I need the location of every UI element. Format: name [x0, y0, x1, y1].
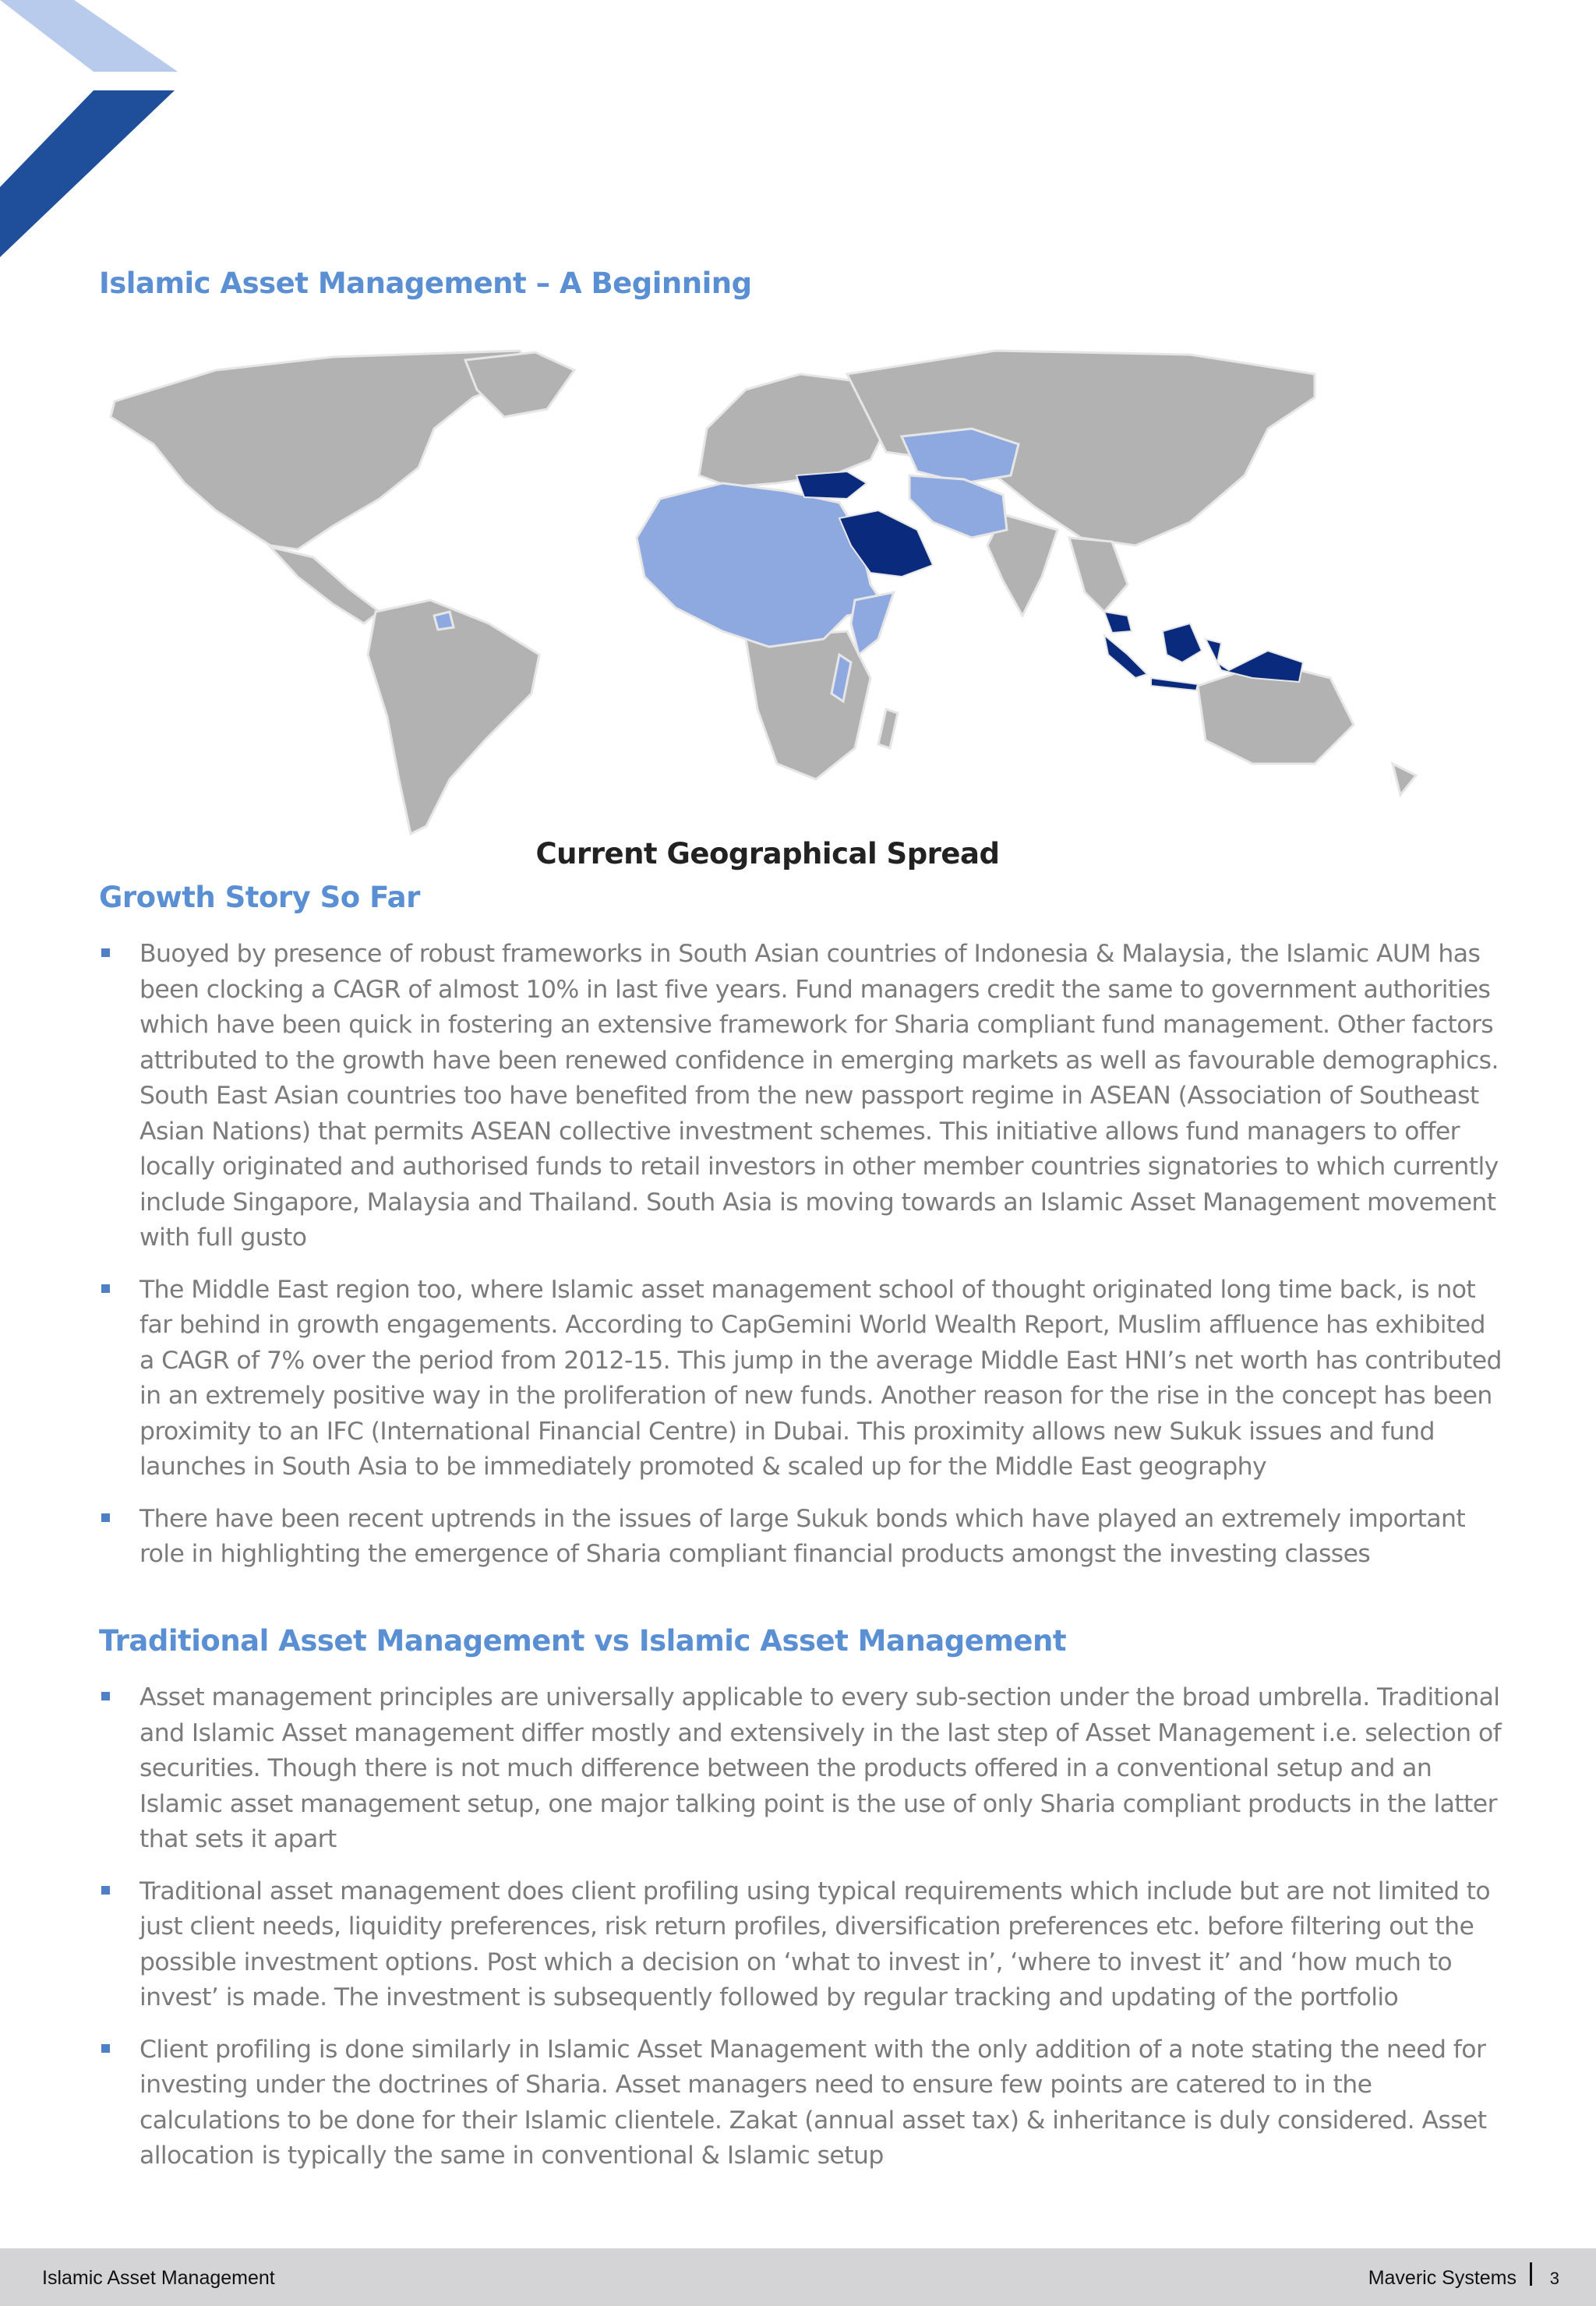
list-item: [99, 1874, 1502, 2016]
list-item: [99, 1502, 1502, 1573]
list-item: [99, 2032, 1502, 2174]
section-heading-beginning: Islamic Asset Management – A Beginning: [99, 267, 752, 300]
footer-document-title: Islamic Asset Management: [42, 2267, 275, 2289]
turkey-country: [796, 471, 867, 499]
indonesia-sumatra: [1104, 635, 1147, 678]
list-item: [99, 1680, 1502, 1858]
traditional-bullet-list: [99, 1680, 1502, 2191]
indonesia-borneo: [1163, 623, 1202, 662]
north-africa-muslim-countries: [637, 483, 886, 647]
bullet-text: Buoyed by presence of robust frameworks in South Asian countries of Indonesia & Malaysia, the Islamic AUM has been clocking a CAGR of almost 10% in last five years. Fund managers credit the same to government authorities which have been quick in fostering an extensive framework for Sharia compliant fund management. Other factors attributed to the growth have been renewed confidence in emerging markets as well as favourable demographics. South East Asian countries too have benefited from the new passport regime in ASEAN (Association of Southeast Asian Nations) that permits ASEAN collective investment schemes. This initiative allows fund managers to offer locally originated and authorised funds to retail investors in other member countries signatories to which currently include Singapore, Malaysia and Thailand. South Asia is moving towards an Islamic Asset Management movement with full gusto: [139, 940, 1499, 1252]
south-america-land: [368, 600, 539, 834]
greenland-land: [465, 352, 574, 417]
bullet-text: There have been recent uptrends in the issues of large Sukuk bonds which have played an extremely important role in highlighting the emergence of Sharia compliant financial products amongst the investing classes: [139, 1504, 1466, 1568]
square-bullet-icon: [101, 1886, 110, 1895]
horn-of-africa-muslim-countries: [851, 592, 894, 655]
footer-company-name: Maveric Systems: [1368, 2267, 1517, 2289]
corner-chevron-decoration: [0, 0, 187, 265]
guyana-suriname: [434, 612, 454, 630]
indonesia-java: [1151, 678, 1198, 690]
bullet-text: Traditional asset management does client profiling using typical requirements which include but are not limited to just client needs, liquidity preferences, risk return profiles, diversification preferences etc. before filtering out the possible investment options. Post which a decision on ‘what to invest in’, ‘where to invest it’ and ‘how much to invest’ is made. The investment is subsequently followed by regular tracking and updating of the portfolio: [139, 1877, 1491, 2011]
square-bullet-icon: [101, 948, 110, 957]
square-bullet-icon: [101, 1692, 110, 1700]
section-heading-growth: Growth Story So Far: [99, 881, 420, 914]
southern-africa-land: [746, 631, 870, 779]
page-number: 3: [1549, 2269, 1559, 2288]
bullet-text: Asset management principles are universally applicable to every sub-section under the broad umbrella. Traditional and Islamic Asset management differ mostly and extensively in the last step of Asset Management i.e. selection of securities. Though there is not much difference between the products offered in a conventional setup and an Islamic asset management setup, one major talking point is the use of only Sharia compliant products in the latter that sets it apart: [139, 1683, 1502, 1853]
map-caption: Current Geographical Spread: [535, 837, 1000, 870]
bullet-text: The Middle East region too, where Islamic asset management school of thought originated long time back, is not far behind in growth engagements. According to CapGemini World Wealth Report, Muslim affluence has exhibited a CAGR of 7% over the period from 2012-15. This jump in the average Middle East HNI’s net worth has contributed in an extremely positive way in the proliferation of new funds. Another reason for the rise in the concept has been proximity to an IFC (International Financial Centre) in Dubai. This proximity allows new Sukuk issues and fund launches in South Asia to be immediately promoted & scaled up for the Middle East geography: [139, 1275, 1502, 1481]
section-heading-traditional: Traditional Asset Management vs Islamic Asset Management: [99, 1624, 1067, 1658]
iran-pakistan-region: [909, 475, 1007, 538]
square-bullet-icon: [101, 2044, 110, 2053]
list-item: [99, 937, 1502, 1256]
square-bullet-icon: [101, 1513, 110, 1522]
north-america-land: [111, 351, 531, 549]
square-bullet-icon: [101, 1284, 110, 1293]
indonesia-sulawesi-papua: [1206, 639, 1303, 682]
list-item: [99, 1273, 1502, 1485]
footer-separator: [1530, 2262, 1532, 2286]
madagascar-land: [878, 709, 898, 748]
new-zealand-land: [1393, 764, 1416, 795]
world-map: [99, 343, 1424, 842]
bullet-text: Client profiling is done similarly in Islamic Asset Management with the only addition of a note stating the need for investing under the doctrines of Sharia. Asset managers need to ensure few points are catered to in the calculations to be done for their Islamic clientele. Zakat (annual asset tax) & inheritance is duly considered. Asset allocation is typically the same in conventional & Islamic setup: [139, 2035, 1487, 2170]
central-america-land: [270, 547, 380, 623]
se-asia-land: [1069, 538, 1128, 612]
growth-bullet-list: [99, 937, 1502, 1589]
malaysia-country: [1104, 612, 1132, 633]
page-footer: [0, 2248, 1596, 2306]
